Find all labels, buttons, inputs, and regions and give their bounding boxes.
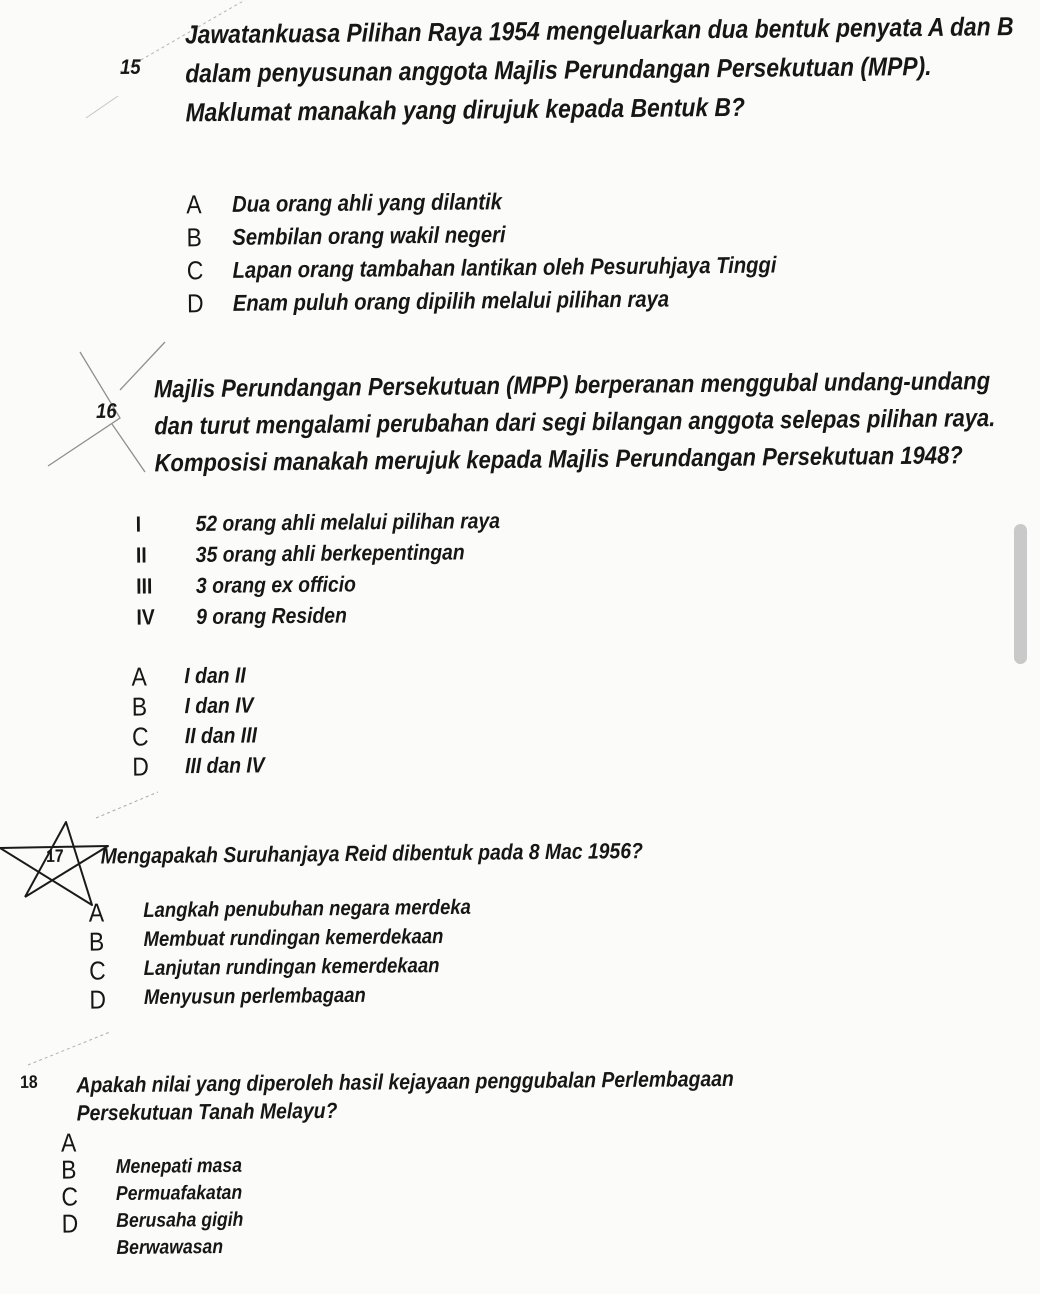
- statement-numeral: II: [135, 542, 147, 568]
- pencil-stroke: [112, 424, 145, 472]
- statement-list: [135, 507, 501, 636]
- question-stem: [101, 836, 643, 871]
- option-text: Berusaha gigih: [116, 1208, 244, 1233]
- option-text: II dan III: [184, 722, 257, 749]
- option-list: [186, 188, 777, 321]
- pencil-stroke: [28, 1032, 110, 1065]
- option-list: [131, 661, 265, 782]
- scrollbar-thumb[interactable]: [1014, 524, 1027, 664]
- option-letter: D: [186, 288, 204, 319]
- stem-line: dalam penyusunan anggota Majlis Perundangan Persekutuan (MPP).: [185, 50, 932, 89]
- statement-text: 35 orang ahli berkepentingan: [195, 539, 465, 568]
- option-letter: C: [131, 721, 149, 752]
- option-letter: B: [131, 691, 148, 722]
- stem-line: Apakah nilai yang diperoleh hasil kejayaan penggubalan Perlembagaan: [76, 1065, 734, 1098]
- question-stem: [185, 7, 1015, 132]
- option-letter: A: [60, 1127, 77, 1158]
- option-letter: D: [61, 1208, 79, 1239]
- option-letter: A: [131, 661, 147, 692]
- stem-line: Komposisi manakah merujuk kepada Majlis Perundangan Persekutuan 1948?: [154, 441, 963, 478]
- question-stem: [76, 1065, 734, 1128]
- pencil-stroke: [86, 96, 118, 118]
- statement-text: 9 orang Residen: [196, 602, 347, 630]
- option-text: Sembilan orang wakil negeri: [232, 221, 506, 250]
- option-text: Lapan orang tambahan lantikan oleh Pesuruhjaya Tinggi: [232, 251, 777, 283]
- question-number: 15: [120, 55, 141, 79]
- option-text: Berwawasan: [116, 1235, 224, 1260]
- option-text: Menyusun perlembagaan: [143, 983, 366, 1010]
- option-letter: D: [132, 751, 149, 782]
- stem-line: Jawatankuasa Pilihan Raya 1954 mengeluarkan dua bentuk penyata A dan B: [184, 11, 1014, 50]
- option-letter: C: [89, 955, 106, 986]
- stem-line: Maklumat manakah yang dirujuk kepada Bentuk B?: [185, 91, 746, 128]
- option-text: III dan IV: [184, 752, 265, 779]
- stem-line: Persekutuan Tanah Melayu?: [76, 1097, 338, 1126]
- option-letter: B: [186, 222, 202, 253]
- option-list: [88, 895, 471, 1015]
- pencil-stroke: [96, 792, 158, 818]
- option-letter: C: [61, 1181, 79, 1212]
- option-letter: D: [89, 984, 107, 1015]
- statement-text: 52 orang ahli melalui pilihan raya: [195, 507, 501, 537]
- question-stem: [154, 363, 996, 482]
- option-letter: B: [88, 926, 105, 957]
- option-text: I dan IV: [184, 692, 254, 719]
- option-letter: A: [88, 897, 105, 928]
- option-letter: A: [186, 189, 202, 220]
- statement-text: 3 orang ex officio: [195, 571, 357, 599]
- stem-line: Majlis Perundangan Persekutuan (MPP) berperanan menggubal undang-undang: [153, 367, 991, 404]
- statement-numeral: III: [136, 573, 153, 599]
- option-text: Langkah penubuhan negara merdeka: [143, 895, 471, 923]
- option-text: I dan II: [184, 662, 246, 689]
- option-text: Menepati masa: [115, 1154, 243, 1179]
- option-text: Dua orang ahli yang dilantik: [231, 188, 503, 217]
- statement-numeral: I: [135, 511, 142, 537]
- statement-numeral: IV: [136, 604, 155, 630]
- question-number: 18: [20, 1071, 38, 1092]
- option-text: Lanjutan rundingan kemerdekaan: [143, 954, 440, 981]
- question-number: 16: [96, 399, 117, 423]
- option-text: Enam puluh orang dipilih melalui pilihan raya: [232, 285, 670, 316]
- stem-line: Mengapakah Suruhanjaya Reid dibentuk pada 8 Mac 1956?: [100, 838, 643, 869]
- option-letter: C: [186, 255, 204, 286]
- option-text: Membuat rundingan kemerdekaan: [143, 925, 444, 952]
- option-letter: B: [61, 1154, 77, 1185]
- stem-line: dan turut mengalami perubahan dari segi bilangan anggota selepas pilihan raya.: [154, 404, 996, 441]
- option-text: Permuafakatan: [115, 1181, 243, 1206]
- question-number: 17: [46, 845, 64, 866]
